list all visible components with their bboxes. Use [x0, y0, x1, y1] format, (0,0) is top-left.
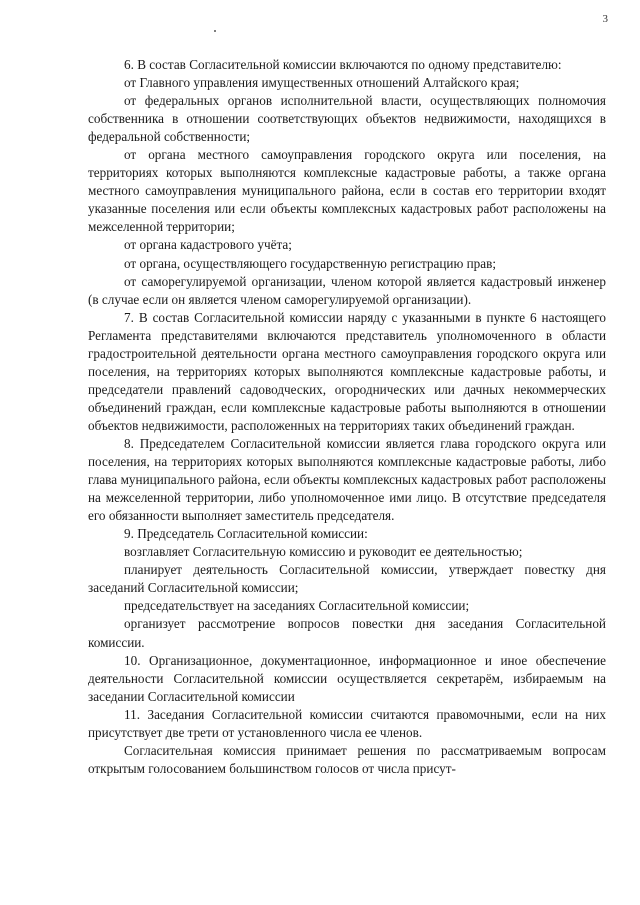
paragraph-10: 10. Организационное, документационное, информационное и иное обеспечение деятельности Согласительной комиссии осуществляется секретарём, избираемым на заседании Согласительной комиссии — [88, 652, 606, 704]
paragraph-9-item-chairs: председательствует на заседаниях Согласительной комиссии; — [124, 598, 470, 614]
paragraph-6-item-local-government: от органа местного самоуправления городского округа или поселения, на территориях которых выполняются комплексные кадастровые работы, а также органа местного самоуправления муниципального района, если в состав его территории входят указанные поселения или если объекты комплексных кадастровых работ расположены на межселенной территории; — [88, 147, 606, 235]
paragraph-decisions: Согласительная комиссия принимает решения по рассматриваемым вопросам открытым голосованием большинством голосов от числа присут- — [88, 742, 606, 776]
paragraph-9-item-plans: планирует деятельность Согласительной комиссии, утверждает повестку дня заседаний Согласительной комиссии; — [88, 562, 606, 596]
paragraph-9-item-leads: возглавляет Согласительную комиссию и руководит ее деятельностью; — [124, 544, 523, 560]
paragraph-6-item-federal-bodies: от федеральных органов исполнительной власти, осуществляющих полномочия собственника в отношении соответствующих объектов недвижимости, находящихся в федеральной собственности; — [88, 93, 606, 145]
paragraph-9-intro: 9. Председатель Согласительной комиссии: — [124, 526, 368, 542]
document-body — [88, 56, 606, 778]
page-number: 3 — [602, 13, 608, 25]
paragraph-6-item-self-regulatory: от саморегулируемой организации, членом которой является кадастровый инженер (в случае если он является членом саморегулируемой организации). — [88, 273, 606, 307]
paragraph-6-item-main-directorate: от Главного управления имущественных отношений Алтайского края; — [124, 75, 520, 91]
paragraph-9-item-organizes: организует рассмотрение вопросов повестки дня заседания Согласительной комиссии. — [88, 616, 606, 650]
paragraph-8: 8. Председателем Согласительной комиссии является глава городского округа или поселения, на территориях которых выполняются комплексные кадастровые работы, либо глава муниципального района, если объекты комплексных кадастровых работ расположены на межселенной территории, либо уполномоченное ими лицо. В отсутствие председателя его обязанности выполняет заместитель председателя. — [88, 435, 606, 524]
paragraph-6-item-registration-body: от органа, осуществляющего государственную регистрацию прав; — [124, 255, 496, 271]
paragraph-11: 11. Заседания Согласительной комиссии считаются правомочными, если на них присутствует две трети от установленного числа ее членов. — [88, 706, 606, 740]
paragraph-6-item-cadastral-body: от органа кадастрового учёта; — [124, 237, 292, 253]
scan-speck — [214, 30, 216, 32]
paragraph-7: 7. В состав Согласительной комиссии наряду с указанными в пункте 6 настоящего Регламента представителями включаются представитель уполномоченного в области градостроительной деятельности органа местного самоуправления городского округа или поселения, на территориях которых выполняются комплексные кадастровые работы, и председатели правлений садоводческих, огороднических или дачных некоммерческих объединений граждан, если комплексные кадастровые работы выполняются в отношении объектов недвижимости, расположенных на территориях таких объединений граждан. — [88, 309, 606, 433]
paragraph-6-intro: 6. В состав Согласительной комиссии включаются по одному представителю: — [124, 57, 562, 72]
